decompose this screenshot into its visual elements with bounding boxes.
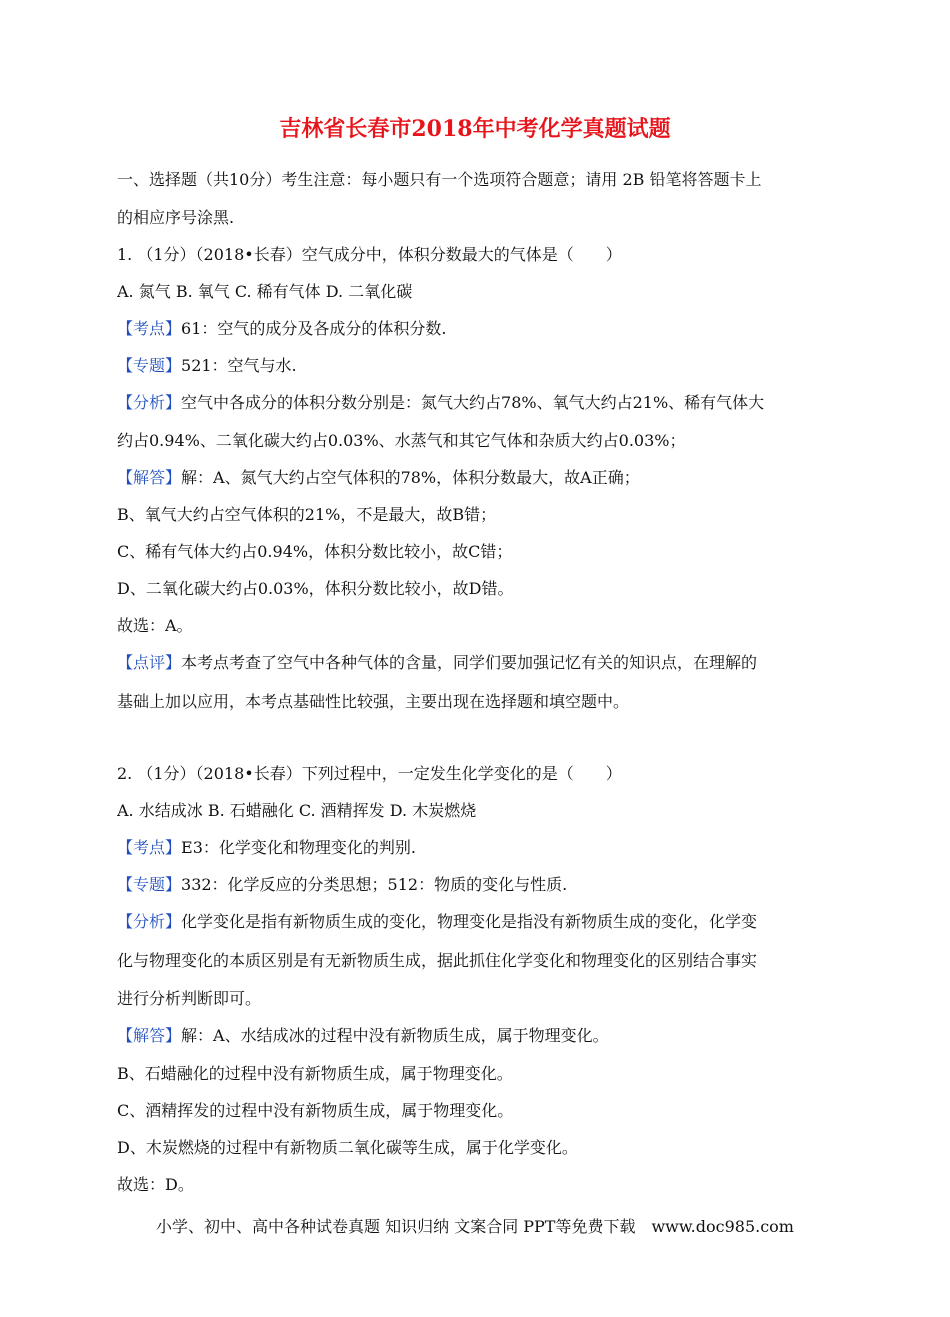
q2-options: A. 水结成冰 B. 石蜡融化 C. 酒精挥发 D. 木炭燃烧 — [117, 801, 477, 820]
document-title: 吉林省长春市2018年中考化学真题试题 — [279, 116, 671, 142]
q1-stem: 1. （1分）（2018•长春）空气成分中，体积分数最大的气体是（ ） — [117, 245, 622, 264]
q1-jieda-line-3: C、稀有气体大约占0.94%，体积分数比较小，故C错； — [117, 542, 513, 561]
q1-options: A. 氮气 B. 氧气 C. 稀有气体 D. 二氧化碳 — [117, 282, 413, 301]
q2-fenxi-line-3: 进行分析判断即可。 — [117, 989, 262, 1008]
q2-jieda-line-3: C、酒精挥发的过程中没有新物质生成，属于物理变化。 — [117, 1101, 514, 1120]
section-intro-line-2: 的相应序号涂黑. — [117, 208, 235, 227]
fenxi-tag: 【分析】 — [117, 393, 182, 412]
q2-kaodian-text: E3：化学变化和物理变化的判别. — [181, 838, 416, 857]
q1-jieda-line-4: D、二氧化碳大约占0.03%，体积分数比较小，故D错。 — [117, 579, 514, 598]
q1-jieda-text-1: 解：A、氮气大约占空气体积的78%，体积分数最大，故A正确； — [181, 468, 640, 487]
q1-dianping-line-2: 基础上加以应用，本考点基础性比较强，主要出现在选择题和填空题中。 — [117, 692, 630, 711]
q2-zhuanti — [117, 875, 837, 895]
q2-zhuanti-text: 332：化学反应的分类思想；512：物质的变化与性质. — [181, 875, 568, 894]
q2-kaodian — [117, 838, 837, 858]
q2-answer: 故选：D。 — [117, 1175, 194, 1194]
q2-fenxi-text-1: 化学变化是指有新物质生成的变化，物理变化是指没有新物质生成的变化，化学变 — [181, 912, 758, 931]
q1-jieda-line-2: B、氧气大约占空气体积的21%，不是最大，故B错； — [117, 505, 497, 524]
q1-jieda — [117, 468, 837, 488]
q2-fenxi — [117, 912, 837, 932]
dianping-tag: 【点评】 — [117, 653, 182, 672]
q1-fenxi — [117, 393, 837, 413]
q1-kaodian-text: 61：空气的成分及各成分的体积分数. — [181, 319, 447, 338]
zhuanti-tag: 【专题】 — [117, 875, 182, 894]
q1-fenxi-text-1: 空气中各成分的体积分数分别是：氮气大约占78%、氧气大约占21%、稀有气体大 — [181, 393, 765, 412]
jieda-tag: 【解答】 — [117, 1026, 182, 1045]
q1-zhuanti — [117, 356, 837, 376]
q1-dianping — [117, 653, 837, 673]
zhuanti-tag: 【专题】 — [117, 356, 182, 375]
q1-kaodian — [117, 319, 837, 339]
kaodian-tag: 【考点】 — [117, 319, 182, 338]
q1-zhuanti-text: 521：空气与水. — [181, 356, 297, 375]
q2-jieda — [117, 1026, 837, 1046]
q2-jieda-line-4: D、木炭燃烧的过程中有新物质二氧化碳等生成，属于化学变化。 — [117, 1138, 578, 1157]
q2-jieda-text-1: 解：A、水结成冰的过程中没有新物质生成，属于物理变化。 — [181, 1026, 609, 1045]
q1-fenxi-line-2: 约占0.94%、二氧化碳大约占0.03%、水蒸气和其它气体和杂质大约占0.03%； — [117, 431, 686, 450]
section-intro-line-1: 一、选择题（共10分）考生注意：每小题只有一个选项符合题意；请用 2B 铅笔将答题卡上 — [117, 170, 762, 189]
jieda-tag: 【解答】 — [117, 468, 182, 487]
page-footer: 小学、初中、高中各种试卷真题 知识归纳 文案合同 PPT等免费下载 www.doc985.com — [156, 1217, 794, 1236]
q2-jieda-line-2: B、石蜡融化的过程中没有新物质生成，属于物理变化。 — [117, 1064, 513, 1083]
q1-answer: 故选：A。 — [117, 616, 193, 635]
q1-dianping-text-1: 本考点考查了空气中各种气体的含量，同学们要加强记忆有关的知识点，在理解的 — [181, 653, 758, 672]
q2-stem: 2. （1分）（2018•长春）下列过程中，一定发生化学变化的是（ ） — [117, 764, 622, 783]
kaodian-tag: 【考点】 — [117, 838, 182, 857]
fenxi-tag: 【分析】 — [117, 912, 182, 931]
q2-fenxi-line-2: 化与物理变化的本质区别是有无新物质生成，据此抓住化学变化和物理变化的区别结合事实 — [117, 951, 758, 970]
